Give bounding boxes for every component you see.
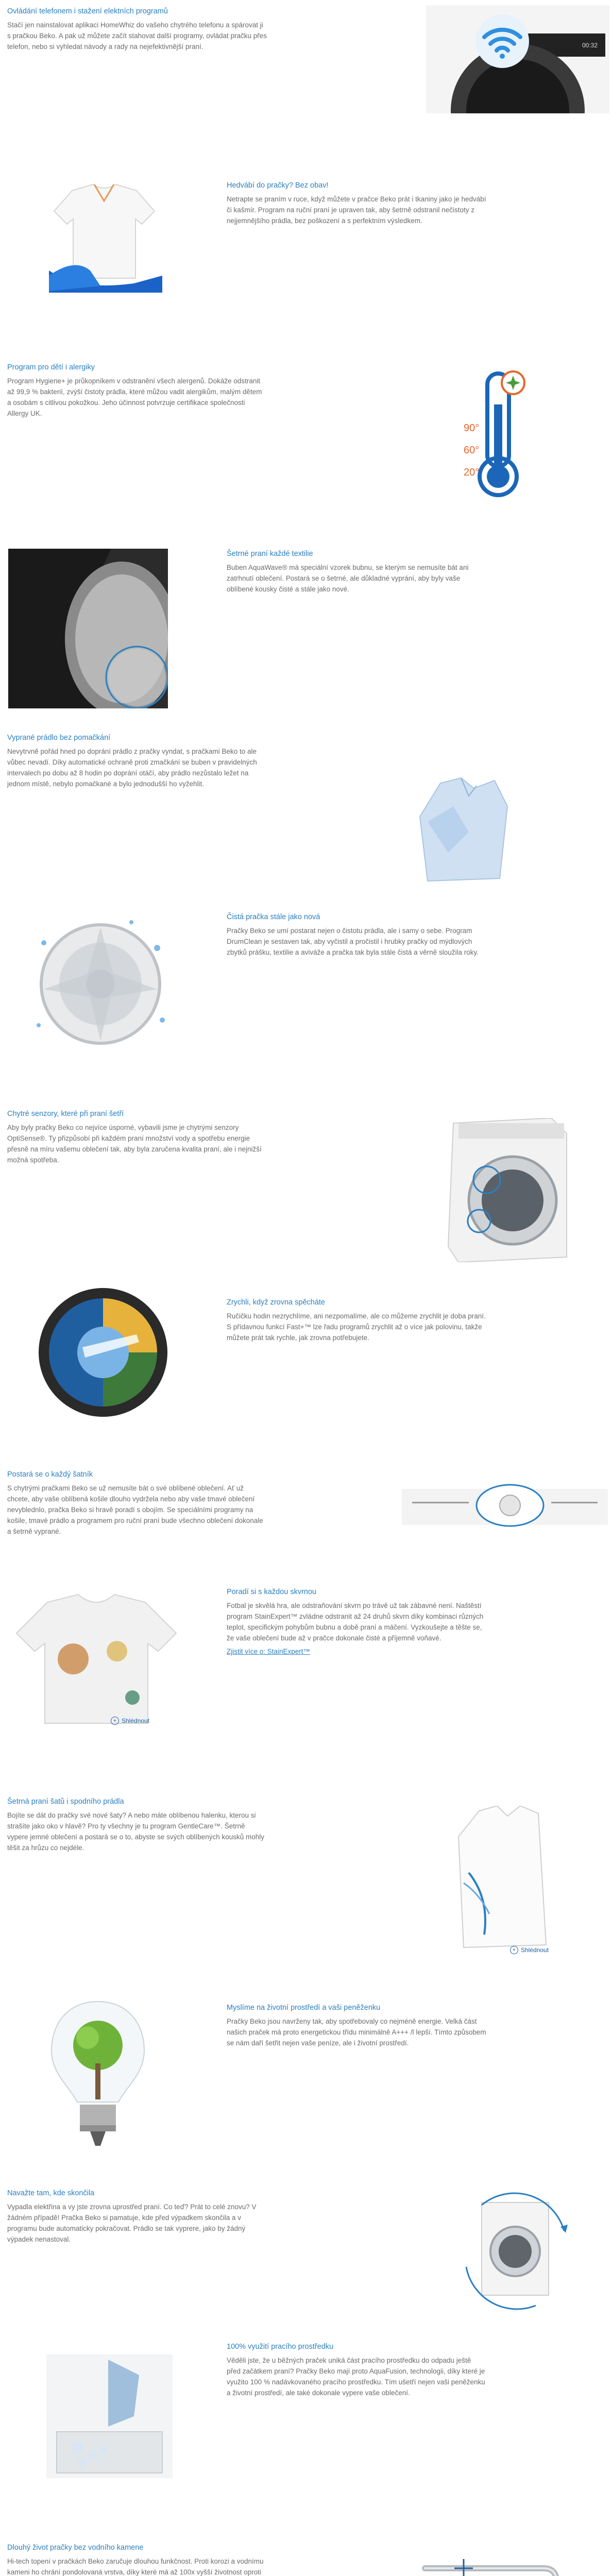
- drum-water-splash-image: [28, 912, 173, 1056]
- temp-label: 90°: [464, 422, 480, 434]
- feature-text: [7, 2543, 267, 2576]
- feature-body: Fotbal je skvělá hra, ale odstraňování skvrn po trávě už tak zábavné není. Naštěstí program StainExpert™ zvládne odstranit až 24 druhů skvrn díky kombinaci různých teplot, specifickým pohybům bubnu a době praní a máčení. Vyzkoušejte a těšte se, že vaše oblečení bude až v pračce dokonale čisté a příjemně voňavé.: [227, 1602, 484, 1642]
- feature-optisense: [0, 1097, 612, 1283]
- feature-gentlecare: [0, 1790, 612, 1986]
- feature-text: [7, 2188, 267, 2245]
- feature-title: Program pro dětí i alergiky: [7, 363, 95, 371]
- feature-silk: [0, 134, 612, 304]
- feature-body: Aby byly pračky Beko co nejvíce úsporné, vybavili jsme je chytrými senzory OptiSense®. Ty přizpůsobí při každém praní množství vody a spotřebu energie přesně na míru vašemu oblečení tak, aby byla zaručena kvalita praní, ale i nejnižší možná spotřeba.: [7, 1124, 262, 1164]
- feature-title: Dlouhý život pračky bez vodního kamene: [7, 2544, 144, 2552]
- temp-label: 20°: [464, 467, 480, 478]
- feature-body: Netrapte se praním v ruce, když můžete v pračce Beko prát i tkaniny jako je hedvábí či kašmír. Program na ruční praní je upraven tak, aby šetrně odstranil nečistoty z nejjemnějšího prádla, bez poškození a s perfektním výsledkem.: [227, 195, 486, 225]
- feature-heater: [0, 2512, 612, 2576]
- feature-text: [227, 180, 487, 226]
- detergent-drawer-image: [46, 2354, 173, 2478]
- drum-aquawave-image: [8, 549, 168, 708]
- feature-text: [7, 6, 267, 52]
- chip-label: Shlédnout: [122, 1717, 150, 1724]
- feature-drumclean: [0, 896, 612, 1097]
- control-panel-image: [402, 1479, 608, 1535]
- feature-text: [227, 1587, 487, 1656]
- feature-body: Hi-tech topení v pračkách Beko zaručuje dlouhou funkčnost. Proti korozi a vodnímu kameni ho chrání pondolovaná vrstva, díky které má až 100x vyšší životnost oproti: [7, 2557, 264, 2576]
- feature-text: [7, 1109, 267, 1165]
- feature-body: Pračky Beko jsou navrženy tak, aby spotřebovaly co nejméně energie. Velká část našich praček má proto energetickou třídu minimálně A+++ /l lepší. Tímto způsobem se nám daří šetřit nejen vaše peníze, ale i životní prostředí.: [227, 2018, 486, 2047]
- feature-text: [7, 362, 267, 419]
- feature-stainexpert: [0, 1566, 612, 1819]
- feature-body: Ručičku hodin nezrychlíme, ani nezpomalíme, ale co můžeme zrychlit je doba praní. S přídavnou funkcí Fast+™ lze řadu programů zrychlit až o více jak polovinu, takže můžete prát tak rychle, jak zrovna potřebujete.: [227, 1312, 486, 1342]
- play-plus-icon: +: [111, 1717, 119, 1725]
- stainexpert-link[interactable]: Zjistit více o: StainExpert™: [227, 1648, 311, 1655]
- feature-title: Šetrná praní šatů i spodního prádla: [7, 1798, 124, 1806]
- play-plus-icon: +: [510, 1946, 518, 1954]
- feature-body: Buben AquaWave® má speciální vzorek bubnu, se kterým se nemusíte bát ani zatrhnutí oblečení. Postará se o šetrné, ale důkladné vyprání, aby byly vaše oblíbené kousky čisté a stále jako nové.: [227, 564, 469, 593]
- feature-text: [227, 2003, 487, 2048]
- feature-fast: [0, 1283, 612, 1463]
- feature-hygiene: [0, 304, 612, 505]
- feature-body: Program Hygiene+ je průkopníkem v odstranění všech alergenů. Dokáže odstranit až 99,9 % bakterií, zvýší čistoty prádla, které můžou vadit alergikům, malým dětem a osobám s citlivou pokožkou. Jeho účinnost potvrzuje certifikace společnosti Allergy UK.: [7, 377, 262, 417]
- blue-shirt-image: [412, 775, 515, 889]
- washing-machine-wifi-image: [425, 5, 610, 113]
- washing-machine-sensor-image: [438, 1118, 572, 1262]
- feature-body: Vypadla elektřina a vy jste zrovna uprostřed praní. Co teď? Prát to celé znovu? V žádném případě! Pračka Beko si pamatuje, kde před výpadkem skončila a v programu bude automaticky pokračovat. Prádlo se tak vyprere, jako by žádný výpadek nenastoval.: [7, 2203, 257, 2243]
- feature-title: Myslíme na životní prostředí a vaši peněženku: [227, 2004, 381, 2012]
- feature-text: [227, 549, 487, 595]
- temp-label: 60°: [464, 445, 480, 456]
- feature-aquafusion: [0, 2342, 612, 2512]
- feature-resume: [0, 2177, 612, 2342]
- feature-title: Poradí si s každou skvrnou: [227, 1588, 317, 1596]
- feature-text: [7, 733, 267, 789]
- feature-text: [7, 1469, 267, 1537]
- heating-element-image: [420, 2558, 564, 2576]
- watch-video-button[interactable]: [111, 1717, 149, 1725]
- feature-title: Šetrné praní každé textilie: [227, 550, 313, 558]
- feature-wardrobe: [0, 1463, 612, 1566]
- feature-title: Vyprané prádlo bez pomačkání: [7, 734, 111, 742]
- white-blouse-image: [448, 1806, 551, 1955]
- lightbulb-tree-icon: [46, 1996, 149, 2156]
- feature-title: Čistá pračka stále jako nová: [227, 913, 320, 921]
- feature-text: [227, 1297, 487, 1343]
- chip-label: Shlédnout: [521, 1946, 549, 1954]
- feature-title: Hedvábí do pračky? Bez obav!: [227, 181, 329, 190]
- thermometer-icon: [453, 368, 556, 502]
- wifi-icon: [475, 14, 529, 68]
- feature-title: 100% využití pracího prostředku: [227, 2343, 334, 2351]
- feature-anti-crease: [0, 726, 612, 896]
- svg-text:00:32: 00:32: [582, 42, 598, 49]
- feature-phone-control: [0, 0, 612, 134]
- watch-video-button[interactable]: [510, 1946, 549, 1954]
- feature-title: Chytré senzory, které při praní šetří: [7, 1110, 124, 1118]
- feature-body: S chytrými pračkami Beko se už nemusíte bát o své oblíbené oblečení. Ať už chcete, aby vaše oblíbená košile dlouho vydržela nebo aby vaše tmavé oblečení nevyblednlo, pračka Beko si hravě poradí s obojím. Se speciálními programy na košile, tmavé prádlo a programem pro ruční praní bude všechno oblečení dokonale a šetrně vyprané.: [7, 1484, 263, 1535]
- feature-text: [7, 1797, 267, 1853]
- feature-text: [227, 2342, 487, 2398]
- feature-body: Stačí jen nainstalovat aplikaci HomeWhiz do vašeho chytrého telefonu a spárovat ji s pračkou Beko. A pak už můžete začít stahovat další programy, ovládat pračku přes telefon, nebo si vyhledat návody a rady na nejefektivnější praní.: [7, 21, 267, 50]
- feature-title: Ovládání telefonem i stažení elektních programů: [7, 7, 168, 15]
- feature-body: Věděli jste, že u běžných praček uniká část pracího prostředku do odpadu ještě před začátkem praní? Pračky Beko mají proto AquaFusion, technologii, díky které je využito 100 % nadávkovaného pracího prostředku. Tím ušetří nejen vaši peněženku a životní prostředí, ale také dokonale vypere vaše oblečení.: [227, 2357, 485, 2397]
- feature-body: Nevytrvně pořád hned po doprání prádlo z pračky vyndat, s pračkami Beko to ale vůbec nevadí. Díky automatické ochraně proti zmačkání se buben v pravidelných intervalech po dobu až 8 hodin po doprání otáčí, aby prádlo nezůstalo ležet na jednom místě, nebylo pomačkané a bylo jednodušší ho vyžehlit.: [7, 748, 257, 788]
- fast-plus-icon: [33, 1283, 173, 1422]
- feature-title: Zrychli, když zrovna spěcháte: [227, 1298, 325, 1307]
- polo-shirt-stains-image: [11, 1592, 181, 1726]
- feature-title: Navažte tam, kde skončila: [7, 2189, 95, 2197]
- feature-environment: [0, 1986, 612, 2177]
- washing-machine-resume-image: [453, 2190, 577, 2313]
- feature-title: Postará se o každý šatník: [7, 1470, 93, 1479]
- feature-body: Bojíte se dát do pračky své nové šaty? A nebo máte oblíbenou halenku, kterou si strašíte jako oko v hlavě? Pro ty všechny je tu program GentleCare™. Šetrně vypere jemné oblečení a postará se o to, abyste se svých oblíbených kousků mohly těšit za hrůzu co nejdéle.: [7, 1811, 265, 1852]
- feature-body: Pračky Beko se umí postarat nejen o čistotu prádla, ale i samy o sebe. Program DrumClean je sestaven tak, aby vyčistil a pročistil i hrubky pračky od mýdlových zbytků prášku, textilie a aviváže a pračka tak byla stále čistá a věrně sloužila roky.: [227, 927, 479, 956]
- silk-shirt-hand-image: [44, 180, 165, 294]
- feature-aquawave: [0, 505, 612, 726]
- feature-text: [227, 912, 487, 958]
